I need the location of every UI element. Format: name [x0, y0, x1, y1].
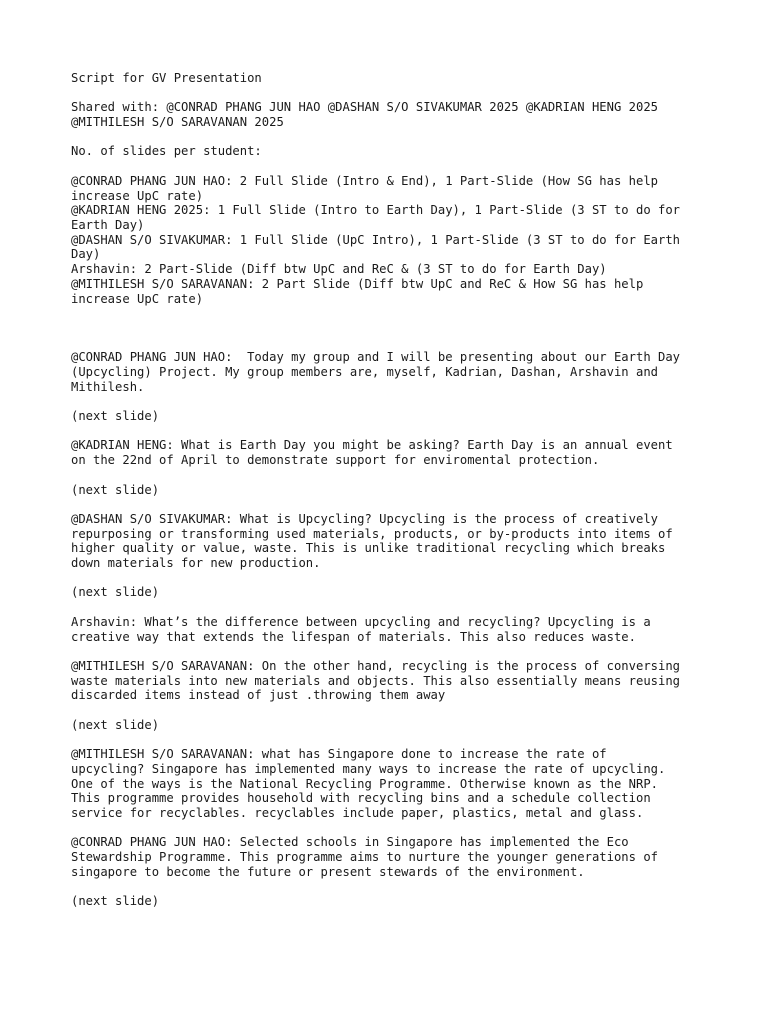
next-slide-marker: (next slide)	[71, 482, 160, 497]
paragraph-line: @KADRIAN HENG: What is Earth Day you might be asking? Earth Day is an annual event	[71, 438, 673, 453]
paragraph-line: (Upcycling) Project. My group members are, myself, Kadrian, Dashan, Arshavin and	[71, 365, 658, 379]
spacer	[71, 821, 711, 836]
spacer	[71, 424, 711, 439]
paragraph-line: @MITHILESH S/O SARAVANAN: On the other hand, recycling is the process of conversing	[71, 658, 681, 673]
paragraph-line: down materials for new production.	[71, 556, 321, 571]
spacer	[71, 879, 711, 894]
paragraph-line: Stewardship Programme. This programme aims to nurture the younger generations of	[71, 850, 658, 865]
spacer	[71, 159, 711, 174]
assignment-line: @KADRIAN HENG 2025: 1 Full Slide (Intro to Earth Day), 1 Part-Slide (3 ST to do for	[71, 203, 681, 218]
assignment-line: @MITHILESH S/O SARAVANAN: 2 Part Slide (Diff btw UpC and ReC & How SG has help	[71, 276, 644, 291]
spacer	[71, 497, 711, 512]
paragraph-line: upcycling? Singapore has implemented many ways to increase the rate of upcycling.	[71, 761, 666, 776]
paragraph-line: service for recyclables. recyclables include paper, plastics, metal and glass.	[71, 805, 644, 820]
next-slide-marker: (next slide)	[71, 894, 160, 909]
paragraph-line: This programme provides household with recycling bins and a schedule collection	[71, 791, 651, 806]
spacer	[71, 571, 711, 586]
spacer	[71, 130, 711, 145]
paragraph-line: @MITHILESH S/O SARAVANAN: what has Singapore done to increase the rate of	[71, 747, 607, 762]
paragraph-line: waste materials into new materials and objects. This also essentially means reusing	[71, 673, 681, 688]
paragraph-line: on the 22nd of April to demonstrate support for enviromental protection.	[71, 453, 600, 468]
assignment-line: Day)	[71, 247, 101, 262]
paragraph-line: @CONRAD PHANG JUN HAO: Today my group and I will be presenting about our Earth Day	[71, 350, 681, 365]
paragraph-arshavin	[71, 615, 711, 644]
assignment-line: Earth Day)	[71, 217, 145, 232]
spacer	[71, 86, 711, 101]
paragraph-line: singapore to become the future or present stewards of the environment.	[71, 864, 585, 879]
document-title: Script for GV Presentation	[71, 71, 262, 85]
paragraph-mithilesh-2	[71, 747, 711, 821]
spacer	[71, 703, 711, 718]
paragraph-line: repurposing or transforming used materials, products, or by-products into items of	[71, 526, 673, 541]
next-slide-marker: (next slide)	[71, 409, 160, 424]
assignment-line: @CONRAD PHANG JUN HAO: 2 Full Slide (Intro & End), 1 Part-Slide (How SG has help	[71, 173, 658, 188]
paragraph-line: @DASHAN S/O SIVAKUMAR: What is Upcycling? Upcycling is the process of creatively	[71, 511, 658, 526]
spacer	[71, 732, 711, 747]
next-slide-marker: (next slide)	[71, 717, 160, 732]
paragraph-line: @CONRAD PHANG JUN HAO: Selected schools in Singapore has implemented the Eco	[71, 835, 629, 850]
paragraph-mithilesh-1	[71, 659, 711, 703]
paragraph-conrad-2	[71, 835, 711, 879]
paragraph-line: Arshavin: What’s the difference between upcycling and recycling? Upcycling is a	[71, 614, 651, 629]
assignment-line: Arshavin: 2 Part-Slide (Diff btw UpC and ReC & (3 ST to do for Earth Day)	[71, 262, 607, 277]
assignment-line: increase UpC rate)	[71, 291, 204, 306]
shared-with-line: @MITHILESH S/O SARAVANAN 2025	[71, 115, 284, 130]
paragraph-line: higher quality or value, waste. This is unlike traditional recycling which breaks	[71, 541, 666, 556]
paragraph-line: One of the ways is the National Recycling Programme. Otherwise known as the NRP.	[71, 776, 658, 791]
spacer	[71, 306, 711, 350]
spacer	[71, 644, 711, 659]
paragraph-kadrian	[71, 438, 711, 467]
shared-with-line: Shared with: @CONRAD PHANG JUN HAO @DASHAN S/O SIVAKUMAR 2025 @KADRIAN HENG 2025	[71, 100, 658, 115]
paragraph-line: creative way that extends the lifespan of materials. This also reduces waste.	[71, 629, 636, 644]
assignment-line: @DASHAN S/O SIVAKUMAR: 1 Full Slide (UpC Intro), 1 Part-Slide (3 ST to do for Earth	[71, 232, 681, 247]
spacer	[71, 394, 711, 409]
spacer	[71, 468, 711, 483]
paragraph-line: discarded items instead of just .throwing them away	[71, 688, 446, 703]
paragraph-line: Mithilesh.	[71, 379, 145, 394]
next-slide-marker: (next slide)	[71, 585, 160, 600]
document-page	[71, 71, 711, 909]
slides-heading: No. of slides per student:	[71, 144, 262, 159]
paragraph-conrad-intro	[71, 350, 711, 394]
slide-assignments	[71, 174, 711, 306]
shared-with	[71, 100, 711, 129]
assignment-line: increase UpC rate)	[71, 188, 204, 203]
spacer	[71, 600, 711, 615]
paragraph-dashan	[71, 512, 711, 571]
